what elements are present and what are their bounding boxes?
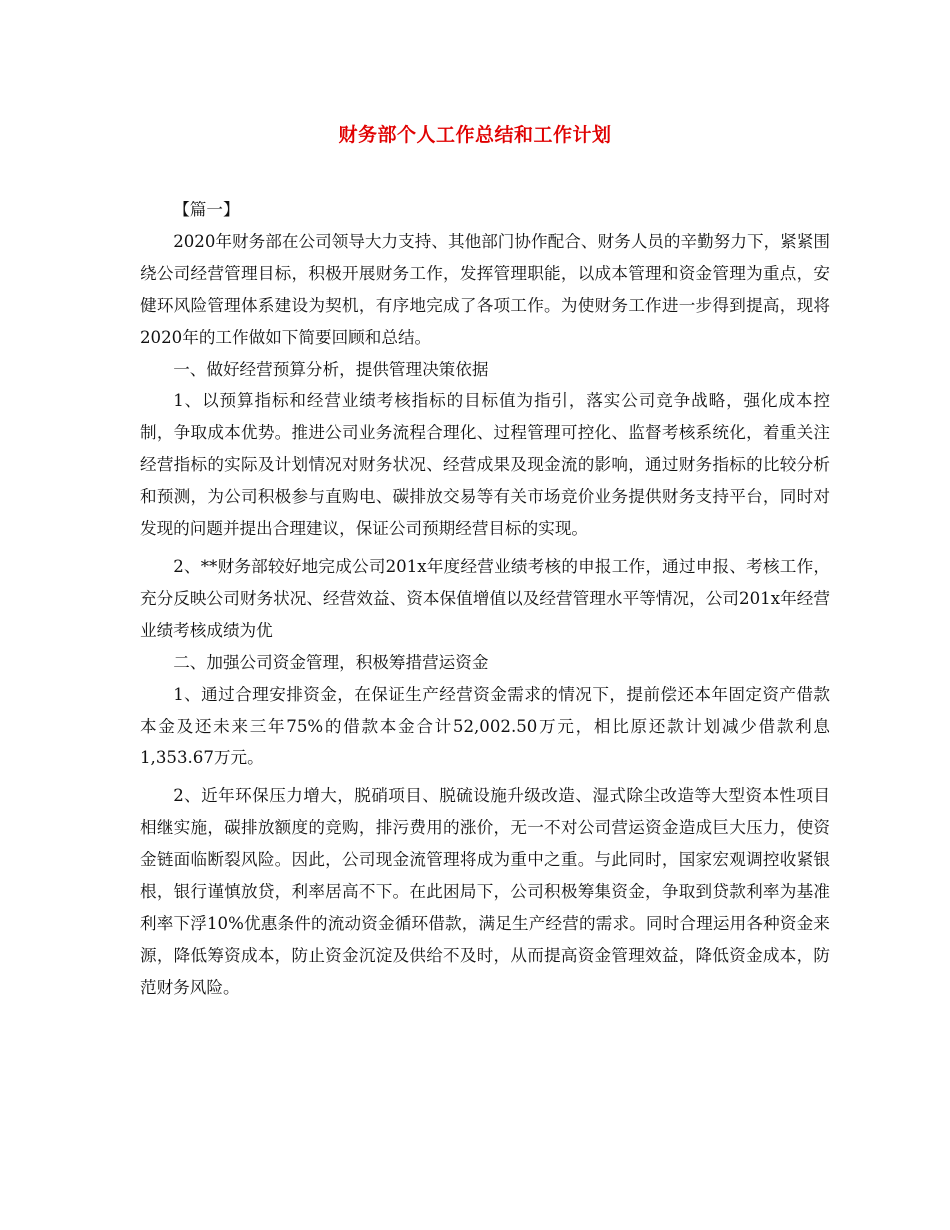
intro-paragraph: 2020年财务部在公司领导大力支持、其他部门协作配合、财务人员的辛勤努力下，紧紧围绕公司经营管理目标，积极开展财务工作，发挥管理职能，以成本管理和资金管理为重点，安健环风险管理体系建设为契机，有序地完成了各项工作。为使财务工作进一步得到提高，现将2020年的工作做如下简要回顾和总结。 — [140, 231, 830, 347]
paragraph-1-2: 2、**财务部较好地完成公司201x年度经营业绩考核的申报工作，通过申报、考核工作，充分反映公司财务状况、经营效益、资本保值增值以及经营管理水平等情况，公司201x年经营业绩考核成绩为优 — [140, 556, 830, 640]
paragraph-1-1: 1、以预算指标和经营业绩考核指标的目标值为指引，落实公司竞争战略，强化成本控制，争取成本优势。推进公司业务流程合理化、过程管理可控化、监督考核系统化，着重关注经营指标的实际及计划情况对财务状况、经营成果及现金流的影响，通过财务指标的比较分析和预测，为公司积极参与直购电、碳排放交易等有关市场竞价业务提供财务支持平台，同时对发现的问题并提出合理建议，保证公司预期经营目标的实现。 — [140, 391, 830, 539]
paragraph-2-1: 1、通过合理安排资金，在保证生产经营资金需求的情况下，提前偿还本年固定资产借款本金及还未来三年75%的借款本金合计52,002.50万元，相比原还款计划减少借款利息1,353.67万元。 — [140, 684, 830, 768]
document-title: 财务部个人工作总结和工作计划 — [338, 124, 612, 146]
document-body — [140, 194, 830, 1004]
paragraph-2-2: 2、近年环保压力增大，脱硝项目、脱硫设施升级改造、湿式除尘改造等大型资本性项目相继实施，碳排放额度的竞购，排污费用的涨价，无一不对公司营运资金造成巨大压力，使资金链面临断裂风险。因此，公司现金流管理将成为重中之重。与此同时，国家宏观调控收紧银根，银行谨慎放贷，利率居高不下。在此困局下，公司积极筹集资金，争取到贷款利率为基准利率下浮10%优惠条件的流动资金循环借款，满足生产经营的需求。同时合理运用各种资金来源，降低筹资成本，防止资金沉淀及供给不及时，从而提高资金管理效益，降低资金成本，防范财务风险。 — [140, 786, 830, 997]
section-heading-2: 二、加强公司资金管理，积极筹措营运资金 — [173, 652, 489, 672]
section-heading-1: 一、做好经营预算分析，提供管理决策依据 — [173, 359, 489, 379]
section-label: 【篇一】 — [173, 200, 240, 219]
